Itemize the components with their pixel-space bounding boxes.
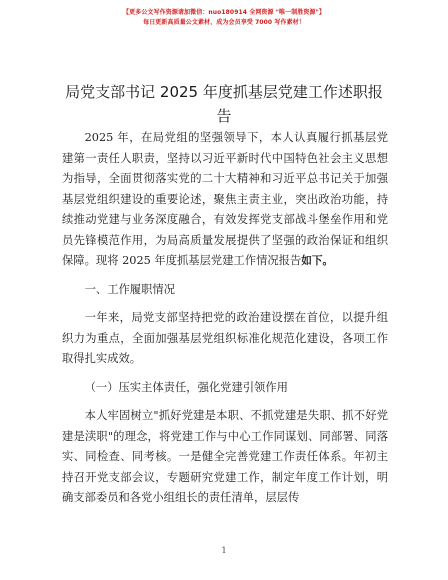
promo-line-1: 【更多公文写作资源请加微信：nuo180914 全网资源 "唯一制胜资源"】 bbox=[123, 9, 325, 16]
document-body bbox=[62, 128, 388, 513]
intro-text: 2025 年，在局党组的坚强领导下，本人认真履行抓基层党建第一责任人职责，坚持以习近平新时代中国特色社会主义思想为指导，全面贯彻落实党的二十大精神和习近平总书记关于加强基层党组织建设的重要论述，聚焦主责主业，突出政治功能，持续推动党建与业务深度融合，有效发挥党支部战斗堡垒作用和党员先锋模范作用，为局高质量发展提供了坚强的政治保证和组织保障。现将 2025 年度抓基层党建工作情况报告 bbox=[62, 131, 388, 267]
subsection-1-heading: （一）压实主体责任，强化党建引领作用 bbox=[84, 380, 288, 394]
document-title: 局党支部书记 2025 年度抓基层党建工作述职报告 bbox=[65, 83, 383, 125]
intro-paragraph bbox=[62, 128, 388, 272]
section-1-heading: 一、工作履职情况 bbox=[84, 282, 175, 296]
section-1-paragraph: 一年来，局党支部坚持把党的政治建设摆在首位，以提升组织力为重点，全面加强基层党组织标准化规范化建设，各项工作取得扎实成效。 bbox=[62, 311, 388, 365]
promo-line-2: 每日更新高质量公文素材，成为会员享受 7000 写作素材！ bbox=[143, 18, 305, 26]
subsection-1-paragraph: 本人牢固树立"抓好党建是本职、不抓党建是失职、抓不好党建是渎职"的理念，将党建工作与中心工作同谋划、同部署、同落实、同检查、同考核。一是健全完善党建工作责任体系。年初主持召开党支部会议，专题研究党建工作，制定年度工作计划，明确支部委员和各党小组组长的责任清单，层层传 bbox=[62, 409, 388, 504]
intro-tail: 如下。 bbox=[301, 255, 334, 267]
page-number: 1 bbox=[221, 546, 227, 555]
promo-banner bbox=[0, 8, 448, 27]
